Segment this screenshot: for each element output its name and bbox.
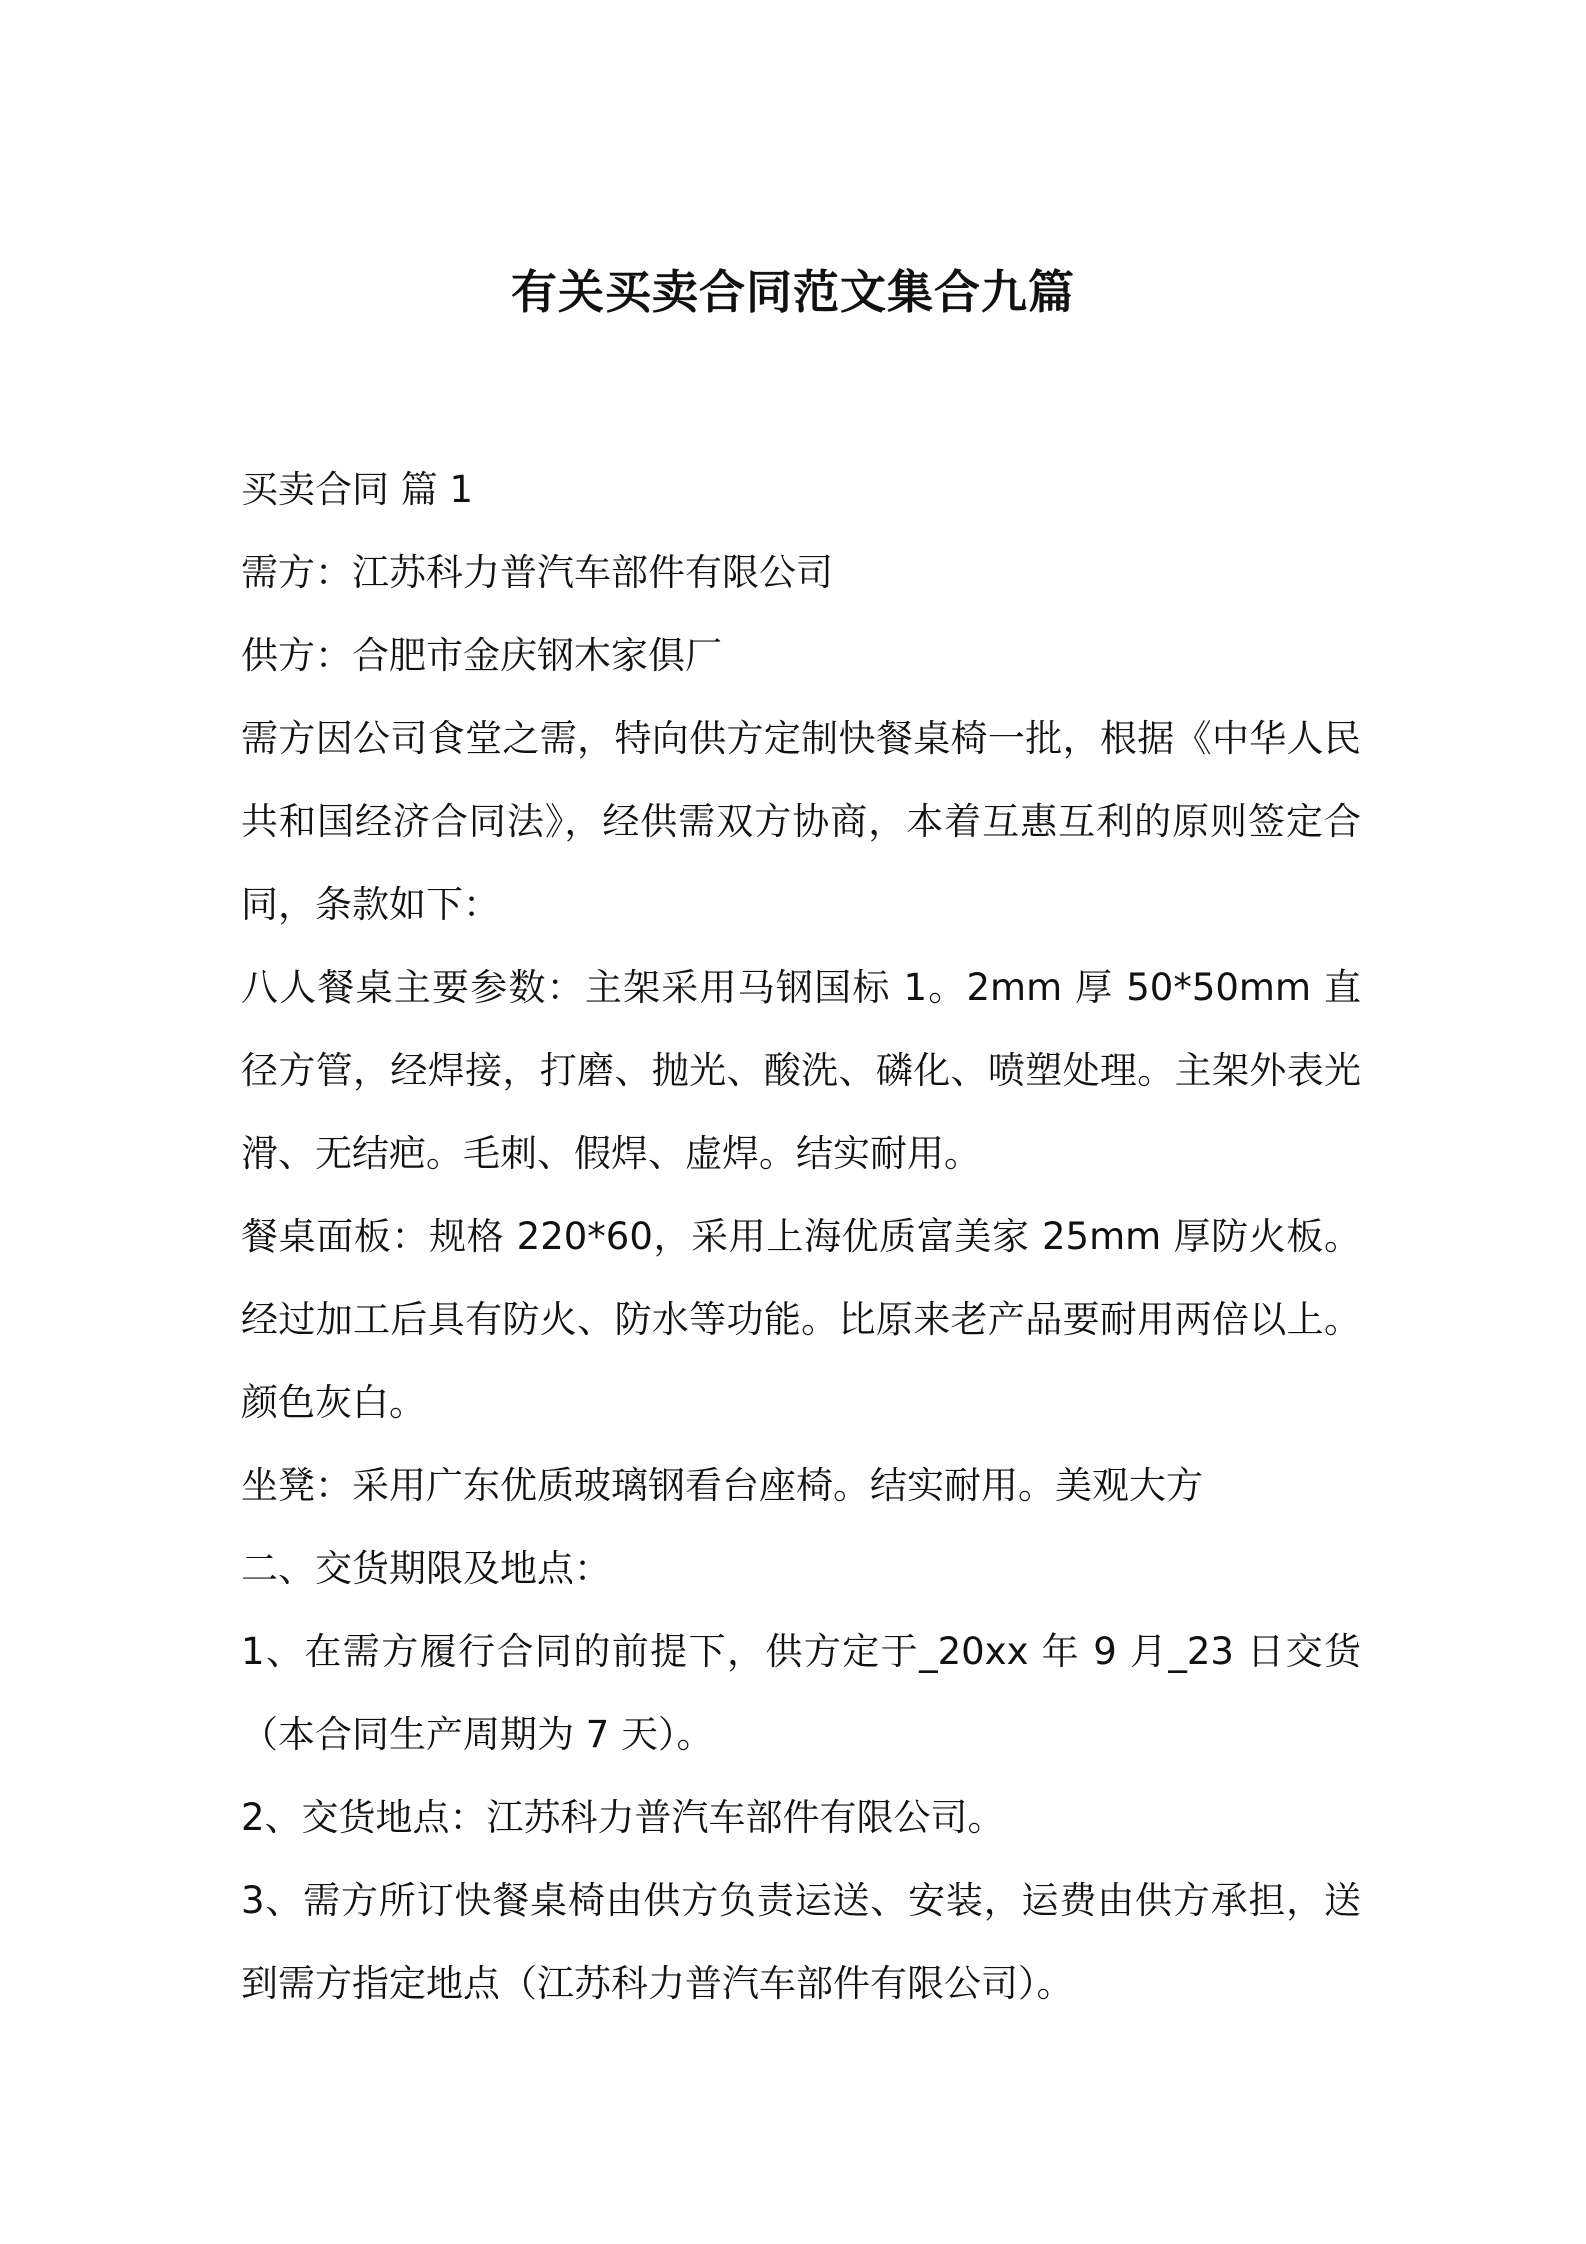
supplier-line: 供方：合肥市金庆钢木家俱厂 <box>241 634 722 677</box>
delivery-heading: 二、交货期限及地点： <box>241 1547 611 1590</box>
stool-paragraph: 坐凳：采用广东优质玻璃钢看台座椅。结实耐用。美观大方 <box>241 1464 1203 1507</box>
section-heading-contract-1: 买卖合同 篇 1 <box>241 468 474 511</box>
delivery-item-2: 2、交货地点：江苏科力普汽车部件有限公司。 <box>241 1796 1005 1839</box>
table-panel-paragraph: 餐桌面板：规格 220*60，采用上海优质富美家 25mm 厚防火板。经过加工后具有防火、防水等功能。比原来老产品要耐用两倍以上。颜色灰白。 <box>241 1215 1361 1424</box>
buyer-line: 需方：江苏科力普汽车部件有限公司 <box>241 551 833 594</box>
document-body <box>241 448 1361 2025</box>
table-parameters-paragraph: 八人餐桌主要参数：主架采用马钢国标 1。2mm 厚 50*50mm 直径方管，经焊接，打磨、抛光、酸洗、磷化、喷塑处理。主架外表光滑、无结疤。毛刺、假焊、虚焊。结实耐用。 <box>241 966 1361 1175</box>
intro-paragraph: 需方因公司食堂之需，特向供方定制快餐桌椅一批，根据《中华人民共和国经济合同法》，经供需双方协商，本着互惠互利的原则签定合同，条款如下： <box>241 717 1361 926</box>
delivery-item-1: 1、在需方履行合同的前提下，供方定于_20xx 年 9 月_23 日交货（本合同生产周期为 7 天）。 <box>241 1630 1361 1756</box>
delivery-item-3: 3、需方所订快餐桌椅由供方负责运送、安装，运费由供方承担，送到需方指定地点（江苏科力普汽车部件有限公司）。 <box>241 1879 1361 2005</box>
document-title: 有关买卖合同范文集合九篇 <box>511 265 1075 319</box>
